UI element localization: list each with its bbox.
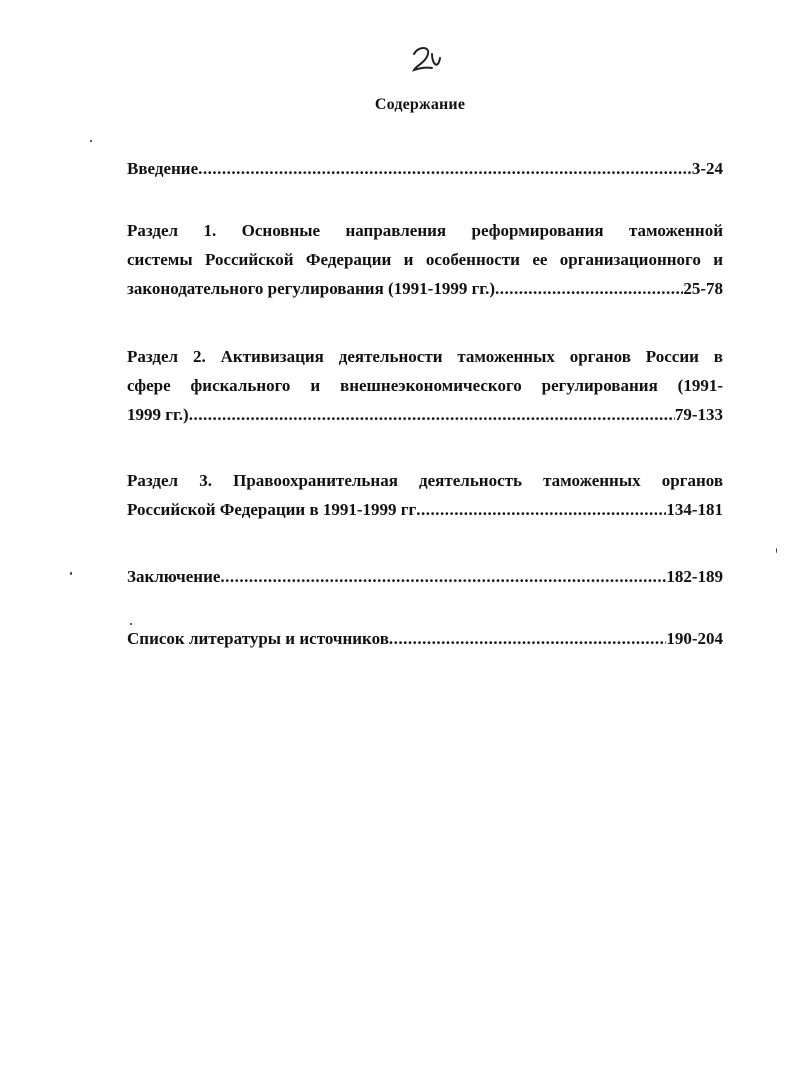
toc-entry-line: сфере фискального и внешнеэкономического регулирования (1991- <box>127 376 723 395</box>
handwritten-page-number-drawing <box>408 40 448 80</box>
toc-entry-text: Российской Федерации в 1991-1999 гг <box>127 500 417 519</box>
toc-entry-pages: 134-181 <box>666 500 723 519</box>
toc-entry-last-line <box>127 624 723 653</box>
toc-entry-text: Список литературы и источников <box>127 629 389 648</box>
toc-entry-pages: 3-24 <box>691 159 723 178</box>
toc-entry-pages: 79-133 <box>674 405 723 424</box>
toc-entry-last-line <box>127 400 723 429</box>
toc-entry-text: 1999 гг.) <box>127 405 189 424</box>
dot-leader <box>495 274 683 303</box>
page-number-text <box>408 40 409 41</box>
scan-speck <box>70 572 72 575</box>
dot-leader <box>198 154 692 183</box>
dot-leader <box>389 624 666 653</box>
toc-entry-conclusion <box>127 562 723 591</box>
toc-entry-line: Раздел 1. Основные направления реформирования таможенной <box>127 221 723 240</box>
toc-entry-pages: 190-204 <box>666 629 723 648</box>
dot-leader <box>220 562 666 591</box>
toc-entry-line: системы Российской Федерации и особенности ее организационного и <box>127 250 723 269</box>
toc-entry-last-line <box>127 154 723 183</box>
toc-entry-introduction <box>127 154 723 183</box>
toc-entry-text: Введение <box>127 159 199 178</box>
toc-entry-pages: 25-78 <box>683 279 723 298</box>
toc-entry-section-1 <box>127 216 723 303</box>
toc-entry-pages: 182-189 <box>666 567 723 586</box>
toc-entry-line: Раздел 2. Активизация деятельности таможенных органов России в <box>127 347 723 366</box>
scan-speck <box>90 140 92 142</box>
toc-entry-section-2 <box>127 342 723 429</box>
toc-entry-last-line <box>127 562 723 591</box>
handwritten-page-number <box>408 40 448 80</box>
toc-entry-section-3 <box>127 466 723 524</box>
scan-speck <box>776 548 777 553</box>
toc-entry-text: Заключение <box>127 567 221 586</box>
scan-speck <box>130 623 132 625</box>
toc-entry-last-line <box>127 495 723 524</box>
toc-entry-last-line <box>127 274 723 303</box>
dot-leader <box>416 495 666 524</box>
dot-leader <box>189 400 675 429</box>
page-title: Содержание <box>374 96 466 113</box>
toc-entry-text: законодательного регулирования (1991-1999 гг.) <box>127 279 496 298</box>
toc-entry-line: Раздел 3. Правоохранительная деятельность таможенных органов <box>127 471 723 490</box>
toc-entry-bibliography <box>127 624 723 653</box>
